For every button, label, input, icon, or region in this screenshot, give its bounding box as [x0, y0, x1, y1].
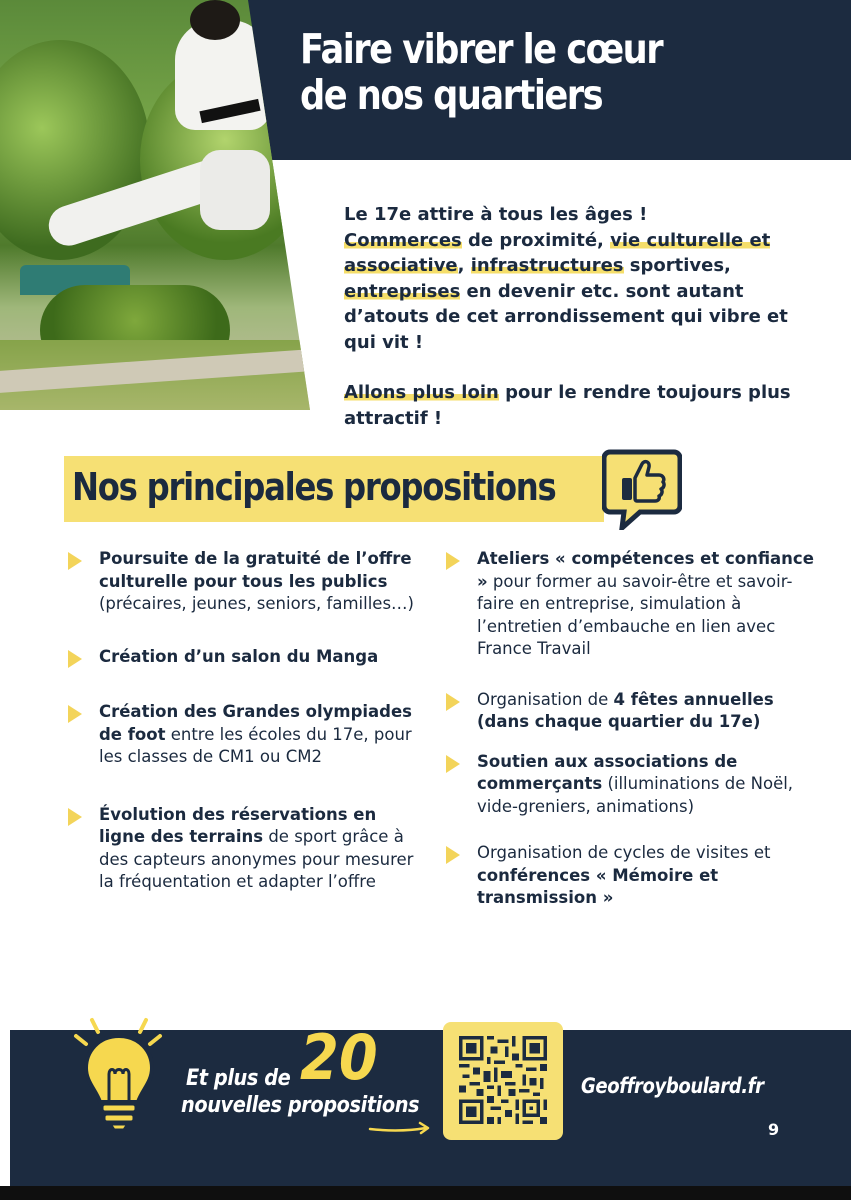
title-line-1: Faire vibrer le cœur: [300, 25, 663, 73]
list-item: Poursuite de la gratuité de l’offre culturelle pour tous les publics (précaires, jeunes, seniors, familles…): [66, 548, 426, 616]
qr-code[interactable]: [459, 1036, 547, 1124]
arrow-right-icon: [368, 1120, 434, 1136]
page-number: 9: [768, 1120, 780, 1139]
arrow-bullet-icon: [446, 552, 460, 570]
list-item: Soutien aux associations de commerçants (illuminations de Noël, vide-greniers, animations): [444, 751, 824, 819]
list-item: Création d’un salon du Manga: [66, 646, 426, 669]
thumbs-up-icon: [602, 448, 682, 530]
more-proposals-number: 20: [300, 1021, 378, 1094]
section-title: Nos principales propositions: [72, 465, 556, 509]
arrow-bullet-icon: [68, 705, 82, 723]
highlight: vie culturelle et associative: [344, 229, 771, 276]
more-proposals-line2: nouvelles propositions: [181, 1093, 420, 1118]
more-proposals-line1: Et plus de: [186, 1066, 291, 1091]
proposals-left-column: [66, 548, 426, 894]
arrow-bullet-icon: [68, 650, 82, 668]
intro-paragraph-2: Allons plus loin pour le rendre toujours plus attractif !: [344, 382, 791, 429]
arrow-bullet-icon: [68, 552, 82, 570]
arrow-bullet-icon: [446, 846, 460, 864]
highlight: entreprises: [344, 280, 461, 302]
title-line-2: de nos quartiers: [300, 71, 603, 119]
arrow-bullet-icon: [68, 808, 82, 826]
page-title: [300, 26, 747, 118]
proposals-right-column: [444, 548, 824, 910]
list-item: Ateliers « compétences et confiance » pour former au savoir-être et savoir-faire en entreprise, simulation à l’entretien d’embauche en lien avec France Travail: [444, 548, 824, 661]
list-item: Organisation de 4 fêtes annuelles (dans chaque quartier du 17e): [444, 689, 824, 734]
bottom-edge: [0, 1186, 851, 1200]
arrow-bullet-icon: [446, 755, 460, 773]
list-item: Évolution des réservations en ligne des terrains de sport grâce à des capteurs anonymes pour mesurer la fréquentation et adapter l’offre: [66, 804, 426, 894]
list-item: Création des Grandes olympiades de foot entre les écoles du 17e, pour les classes de CM1 ou CM2: [66, 701, 426, 769]
list-item: Organisation de cycles de visites et conférences « Mémoire et transmission »: [444, 842, 824, 910]
highlight: Commerces: [344, 229, 462, 251]
highlight: infrastructures: [470, 255, 624, 276]
lightbulb-icon: [62, 1010, 172, 1140]
arrow-bullet-icon: [446, 693, 460, 711]
highlight: Allons plus loin: [344, 382, 499, 403]
intro-text: [344, 202, 814, 431]
website-link[interactable]: Geoffroyboulard.fr: [581, 1074, 764, 1098]
intro-paragraph-1: Le 17e attire à tous les âges ! Commerces de proximité, vie culturelle et associative, infrastructures sportives, entreprises en devenir etc. sont autant d’atouts de cet arrondissement qui vibre et qui vit !: [344, 204, 788, 353]
